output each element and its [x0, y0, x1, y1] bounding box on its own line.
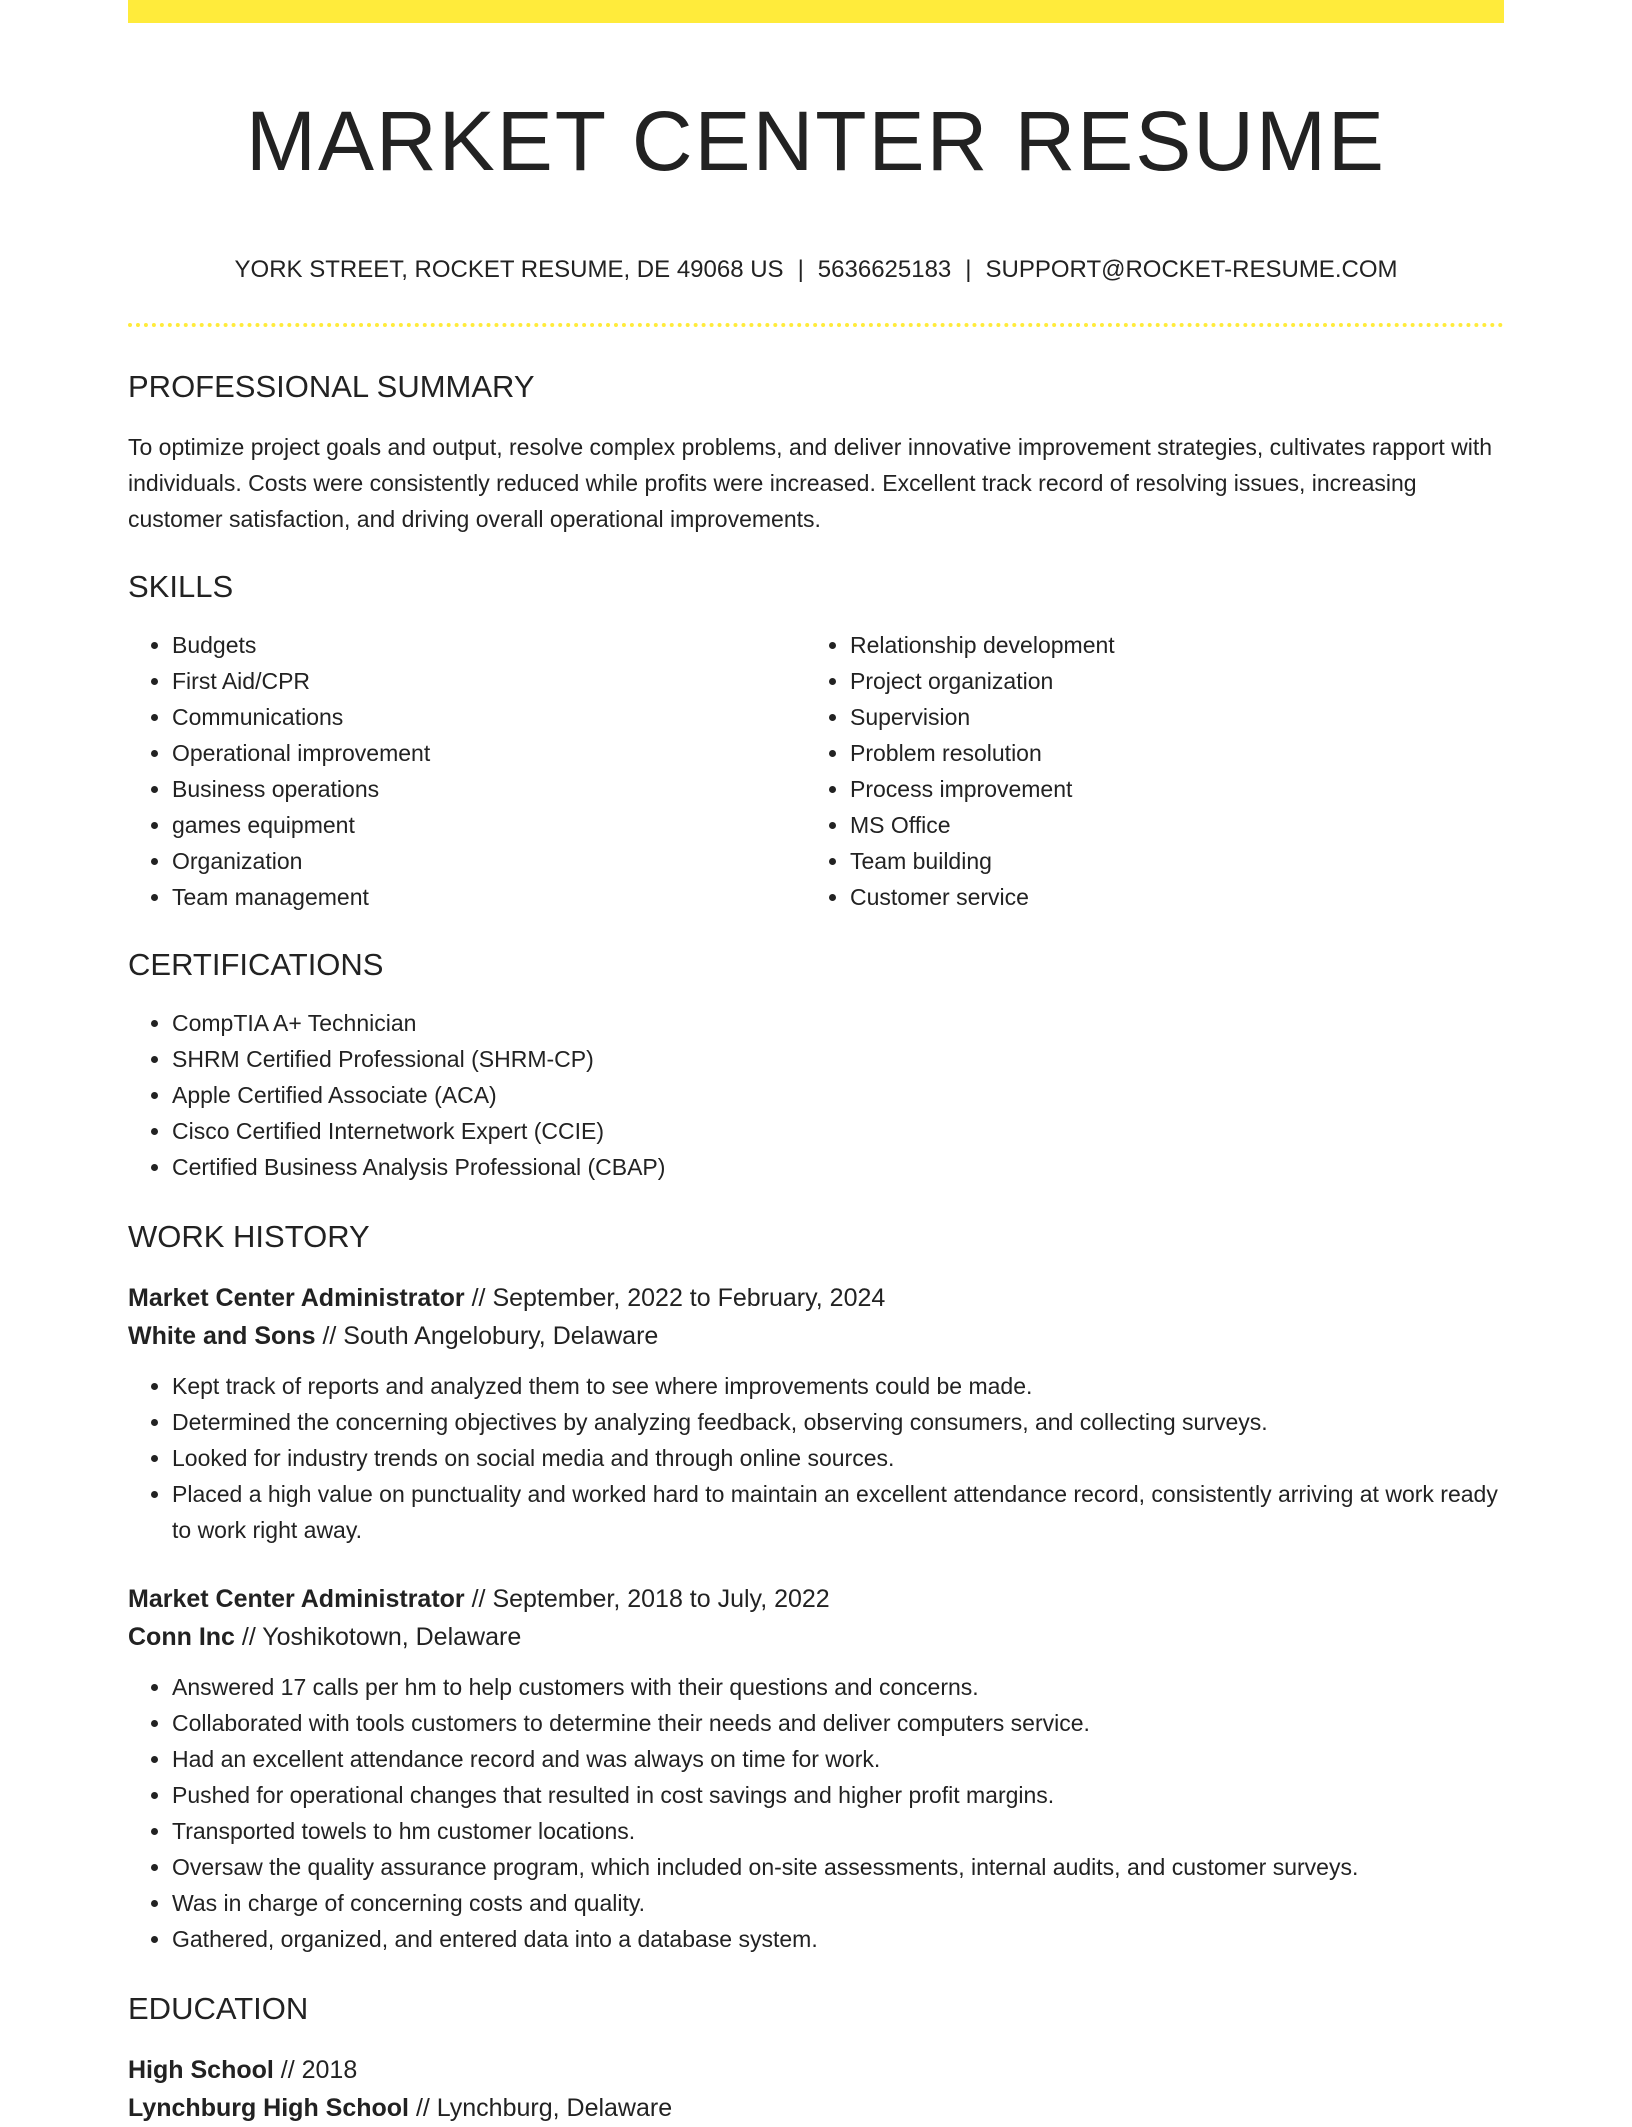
certification-item: • Certified Business Analysis Professional (CBAP) — [172, 1149, 1504, 1185]
contact-separator: | — [965, 256, 972, 283]
skill-item: • Project organization — [850, 663, 1484, 699]
job-company: Conn Inc — [128, 1623, 235, 1651]
job-duty: • Placed a high value on punctuality and worked hard to maintain an excellent attendance record, consistently arriving at work ready to work right away. — [172, 1476, 1504, 1548]
job-duty: • Answered 17 calls per hm to help customers with their questions and concerns. — [172, 1669, 1504, 1705]
job-duty: • Kept track of reports and analyzed them to see where improvements could be made. — [172, 1368, 1504, 1404]
certification-item: • CompTIA A+ Technician — [172, 1005, 1504, 1041]
certification-item: • Apple Certified Associate (ACA) — [172, 1077, 1504, 1113]
accent-top-bar — [128, 0, 1504, 23]
job-duties-list — [128, 1669, 1504, 1957]
certifications-heading: CERTIFICATIONS — [128, 947, 384, 982]
skill-item: • Business operations — [172, 771, 806, 807]
job-role-line — [128, 1279, 1504, 1317]
job-duty: • Gathered, organized, and entered data into a database system. — [172, 1921, 1504, 1957]
resume-title: MARKET CENTER RESUME — [246, 94, 1386, 188]
certification-item: • SHRM Certified Professional (SHRM-CP) — [172, 1041, 1504, 1077]
skill-item: • Supervision — [850, 699, 1484, 735]
job-company-line — [128, 1317, 1504, 1355]
certification-item: • Cisco Certified Internetwork Expert (CCIE) — [172, 1113, 1504, 1149]
skill-item: • games equipment — [172, 807, 806, 843]
education-year: // 2018 — [273, 2056, 358, 2084]
summary-text: To optimize project goals and output, resolve complex problems, and deliver innovative improvement strategies, cultivates rapport with individuals. Costs were consistently reduced while profits were increased. Excellent track record of resolving issues, increasing customer satisfaction, and driving overall operational improvements. — [128, 434, 1493, 532]
skill-item: • Process improvement — [850, 771, 1484, 807]
skill-item: • Team management — [172, 879, 806, 915]
contact-phone: 5636625183 — [817, 256, 952, 283]
skill-item: • Customer service — [850, 879, 1484, 915]
job-duty: • Was in charge of concerning costs and quality. — [172, 1885, 1504, 1921]
job-duties-list — [128, 1368, 1504, 1548]
job-company-line — [128, 1618, 1504, 1656]
job-role: Market Center Administrator — [128, 1585, 465, 1613]
skill-item: • Budgets — [172, 627, 806, 663]
contact-line — [128, 254, 1504, 286]
job-duty: • Collaborated with tools customers to determine their needs and deliver computers service. — [172, 1705, 1504, 1741]
job-duty: • Had an excellent attendance record and was always on time for work. — [172, 1741, 1504, 1777]
education-degree-line — [128, 2051, 1504, 2089]
skill-item: • First Aid/CPR — [172, 663, 806, 699]
skills-left-list — [128, 627, 806, 915]
job-duty: • Oversaw the quality assurance program, which included on-site assessments, internal audits, and customer surveys. — [172, 1849, 1504, 1885]
job-company: White and Sons — [128, 1322, 316, 1350]
skill-item: • Communications — [172, 699, 806, 735]
education-heading: EDUCATION — [128, 1991, 309, 2026]
skill-item: • MS Office — [850, 807, 1484, 843]
skill-item: • Operational improvement — [172, 735, 806, 771]
job-dates: // September, 2018 to July, 2022 — [464, 1585, 830, 1613]
skills-columns — [128, 627, 1504, 915]
education-school-line — [128, 2089, 1504, 2127]
resume-page — [128, 0, 1504, 2127]
job-dates: // September, 2022 to February, 2024 — [464, 1284, 886, 1312]
job-role-line — [128, 1580, 1504, 1618]
job-role: Market Center Administrator — [128, 1284, 465, 1312]
skill-item: • Relationship development — [850, 627, 1484, 663]
contact-separator: | — [797, 256, 804, 283]
job-location: // South Angelobury, Delaware — [315, 1322, 659, 1350]
summary-heading: PROFESSIONAL SUMMARY — [128, 369, 535, 404]
education-degree: High School — [128, 2056, 274, 2084]
skills-heading: SKILLS — [128, 569, 234, 604]
contact-address: YORK STREET, ROCKET RESUME, DE 49068 US — [234, 256, 784, 283]
certifications-list — [128, 1005, 1504, 1185]
contact-email: SUPPORT@ROCKET-RESUME.COM — [985, 256, 1398, 283]
education-location: // Lynchburg, Delaware — [409, 2094, 673, 2122]
work-history-heading: WORK HISTORY — [128, 1219, 370, 1254]
education-school: Lynchburg High School — [128, 2094, 410, 2122]
job-duty: • Looked for industry trends on social media and through online sources. — [172, 1440, 1504, 1476]
dotted-divider — [128, 323, 1504, 327]
job-duty: • Determined the concerning objectives by analyzing feedback, observing consumers, and collecting surveys. — [172, 1404, 1504, 1440]
job-location: // Yoshikotown, Delaware — [234, 1623, 522, 1651]
skill-item: • Problem resolution — [850, 735, 1484, 771]
skills-right-list — [806, 627, 1484, 915]
job-duty: • Transported towels to hm customer locations. — [172, 1813, 1504, 1849]
skill-item: • Organization — [172, 843, 806, 879]
job-duty: • Pushed for operational changes that resulted in cost savings and higher profit margins. — [172, 1777, 1504, 1813]
skill-item: • Team building — [850, 843, 1484, 879]
